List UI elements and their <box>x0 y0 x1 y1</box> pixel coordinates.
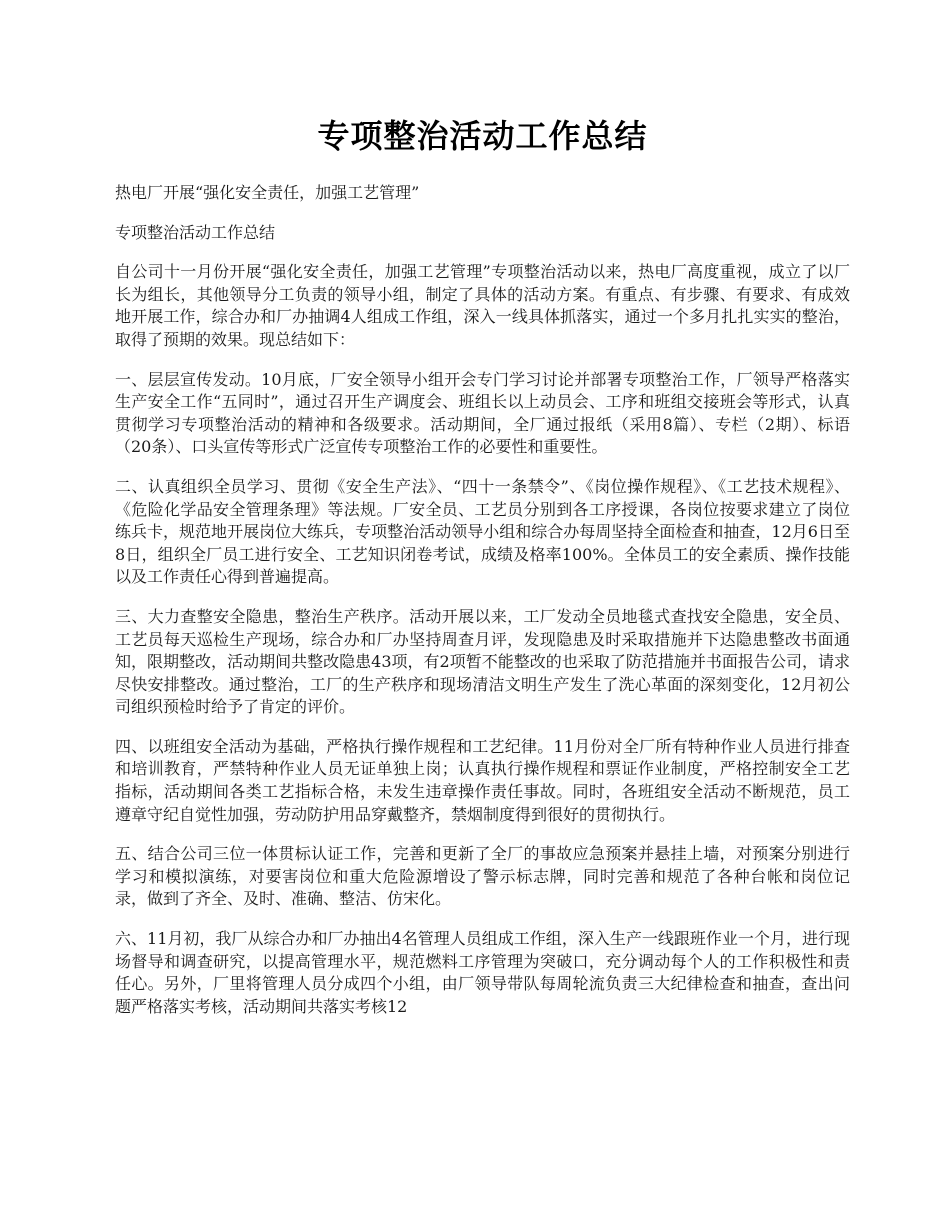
section-5-paragraph: 五、结合公司三位一体贯标认证工作，完善和更新了全厂的事故应急预案并悬挂上墙，对预案分别进行学习和模拟演练，对要害岗位和重大危险源增设了警示标志牌，同时完善和规范了各种台帐和岗位记录，做到了齐全、及时、准确、整洁、仿宋化。 <box>115 844 850 909</box>
section-3-paragraph: 三、大力查整安全隐患，整治生产秩序。活动开展以来，工厂发动全员地毯式查找安全隐患，安全员、工艺员每天巡检生产现场，综合办和厂办坚持周查月评，发现隐患及时采取措施并下达隐患整改书面通知，限期整改，活动期间共整改隐患43项，有2项暂不能整改的也采取了防范措施并书面报告公司，请求尽快安排整改。通过整治，工厂的生产秩序和现场清洁文明生产发生了洗心革面的深刻变化，12月初公司组织预检时给予了肯定的评价。 <box>115 606 850 717</box>
section-4-paragraph: 四、以班组安全活动为基础，严格执行操作规程和工艺纪律。11月份对全厂所有特种作业人员进行排查和培训教育，严禁特种作业人员无证单独上岗；认真执行操作规程和票证作业制度，严格控制安全工艺指标，活动期间各类工艺指标合格，未发生违章操作责任事故。同时，各班组安全活动不断规范，员工遵章守纪自觉性加强，劳动防护用品穿戴整齐，禁烟制度得到很好的贯彻执行。 <box>115 736 850 824</box>
section-1-paragraph: 一、层层宣传发动。10月底，厂安全领导小组开会专门学习讨论并部署专项整治工作，厂领导严格落实生产安全工作“五同时”，通过召开生产调度会、班组长以上动员会、工序和班组交接班会等形式，认真贯彻学习专项整治活动的精神和各级要求。活动期间，全厂通过报纸（采用8篇）、专栏（2期）、标语（20条）、口头宣传等形式广泛宣传专项整治工作的必要性和重要性。 <box>115 369 850 457</box>
document-page <box>115 112 850 1035</box>
subtitle-line-2: 专项整治活动工作总结 <box>115 222 276 242</box>
document-title: 专项整治活动工作总结 <box>317 117 648 155</box>
section-2-paragraph: 二、认真组织全员学习、贯彻《安全生产法》、“四十一条禁令”、《岗位操作规程》、《工艺技术规程》、《危险化学品安全管理条理》等法规。厂安全员、工艺员分别到各工序授课，各岗位按要求建立了岗位练兵卡，规范地开展岗位大练兵，专项整治活动领导小组和综合办每周坚持全面检查和抽查，12月6日至8日，组织全厂员工进行安全、工艺知识闭卷考试，成绩及格率100%。全体员工的安全素质、操作技能以及工作责任心得到普遍提高。 <box>115 476 850 587</box>
subtitle-line-1: 热电厂开展“强化安全责任，加强工艺管理” <box>115 183 420 202</box>
intro-paragraph: 自公司十一月份开展“强化安全责任，加强工艺管理”专项整治活动以来，热电厂高度重视，成立了以厂长为组长，其他领导分工负责的领导小组，制定了具体的活动方案。有重点、有步骤、有要求、有成效地开展工作，综合办和厂办抽调4人组成工作组，深入一线具体抓落实，通过一个多月扎扎实实的整治，取得了预期的效果。现总结如下： <box>115 262 850 349</box>
section-6-paragraph: 六、11月初，我厂从综合办和厂办抽出4名管理人员组成工作组，深入生产一线跟班作业一个月，进行现场督导和调查研究，以提高管理水平，规范燃料工序管理为突破口，充分调动每个人的工作积极性和责任心。另外，厂里将管理人员分成四个小组，由厂领导带队每周轮流负责三大纪律检查和抽查，查出问题严格落实考核，活动期间共落实考核12 <box>115 929 850 1016</box>
